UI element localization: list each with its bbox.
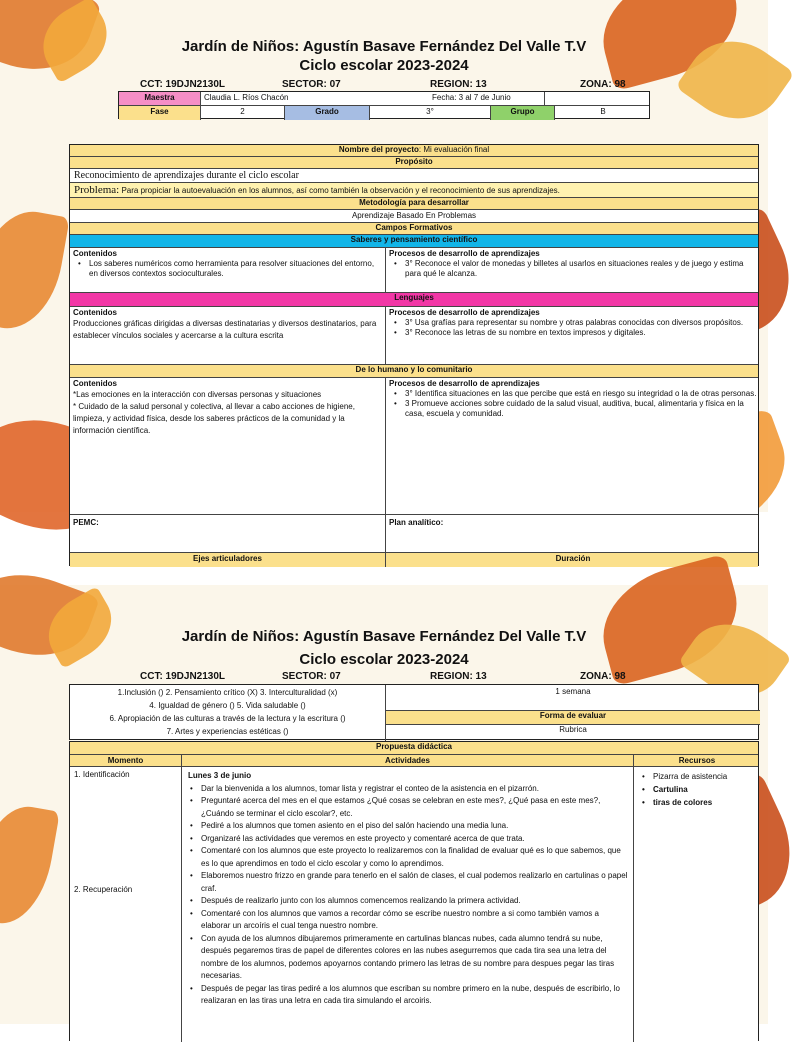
sector-label: SECTOR: 07 [282, 79, 341, 90]
actividad-item: • Organizaré las actividades que veremos en este proyecto y comentaré acerca de que trata. [185, 833, 630, 846]
actividades-cell [182, 767, 634, 1042]
plan-label: Plan analítico: [389, 518, 444, 527]
contenidos-cell [70, 378, 386, 514]
zona-label: ZONA: 98 [580, 79, 626, 90]
actividad-item: • Pediré a los alumnos que tomen asiento en el piso del salón haciendo una media luna. [185, 820, 630, 833]
duracion-cell [386, 685, 760, 741]
fase-value: 2 [201, 106, 285, 120]
recurso-item: • Pizarra de asistencia [637, 770, 757, 783]
contenido-item: • Los saberes numéricos como herramienta para resolver situaciones del entorno, en diversos contextos socioculturales. [73, 259, 382, 279]
procesos-label: Procesos de desarrollo de aprendizajes [389, 249, 540, 258]
proceso-item: • 3 Promueve acciones sobre cuidado de la salud visual, auditiva, bucal, alimentaria y física en la casa, escuela y comunidad. [389, 399, 757, 419]
info-table [118, 91, 650, 119]
procesos-label: Procesos de desarrollo de aprendizajes [389, 308, 540, 317]
contenidos-label: Contenidos [73, 308, 117, 317]
campo-humano-row [70, 378, 758, 515]
ejes-duracion-row [70, 553, 758, 567]
actividad-item: • Después de pegar las tiras pediré a los alumnos que escriban su nombre primero en la nube, después de escribirlo, lo realizaran en las tiras una letra en cada tira simulando el arcoiris. [185, 983, 630, 1008]
maestra-value: Claudia L. Ríos Chacón [201, 92, 545, 105]
proceso-item: • 3° Reconoce las letras de su nombre en textos impresos y digitales. [389, 328, 757, 338]
recurso-item: • tiras de colores [637, 796, 757, 809]
campo-lenguajes-row [70, 307, 758, 365]
proposito-text: Reconocimiento de aprendizajes durante el ciclo escolar [70, 169, 758, 183]
proceso-item: • 3° Usa grafías para representar su nombre y otras palabras conocidas con diversos propósitos. [389, 318, 757, 328]
leaf-decoration [0, 204, 70, 336]
region-label: REGION: 13 [430, 671, 487, 682]
cycle-title: Ciclo escolar 2023-2024 [299, 57, 469, 74]
contenidos-label: Contenidos [73, 249, 117, 258]
recursos-cell [634, 767, 760, 1042]
ejes-label: Ejes articuladores [70, 553, 386, 567]
nombre-row [70, 145, 758, 157]
contenidos-label: Contenidos [73, 379, 117, 388]
zona-label: ZONA: 98 [580, 671, 626, 682]
problema-label: Problema: [74, 184, 120, 196]
actividad-item: • Comentaré con los alumnos que vamos a recordar cómo se escribe nuestro nombre a si como también vamos a elaborar un arcoíris el cual tenga nuestro nombre. [185, 908, 630, 933]
forma-value: Rubrica [559, 725, 587, 734]
problema-row [70, 183, 758, 198]
page-2 [0, 585, 768, 1024]
eje-line: 4. Igualdad de género () 5. Vida saludable () [149, 701, 306, 710]
cct-label: CCT: 19DJN2130L [140, 671, 226, 682]
eje-line: 7. Artes y experiencias estéticas () [166, 727, 289, 736]
recurso-item: • Cartulina [637, 783, 757, 796]
project-table [69, 144, 759, 566]
actividad-item: • Después de realizarlo junto con los alumnos comencemos realizando la primera actividad. [185, 895, 630, 908]
proceso-item: • 3° Reconoce el valor de monedas y billetes al usarlos en situaciones reales y de juego y estima para qué le alcanza. [389, 259, 757, 279]
grupo-label: Grupo [491, 106, 555, 120]
school-title: Jardín de Niños: Agustín Basave Fernández Del Valle T.V [181, 628, 587, 645]
eje-line: 1.Inclusión () 2. Pensamiento crítico (X) 3. Interculturalidad (x) [117, 688, 338, 697]
grado-value: 3° [370, 106, 491, 120]
forma-label: Forma de evaluar [386, 711, 760, 725]
contenido-text: *Las emociones en la interacción con diversas personas y situaciones [73, 390, 322, 399]
momento-cell [70, 767, 182, 1042]
sector-label: SECTOR: 07 [282, 671, 341, 682]
nombre-value: : Mi evaluación final [418, 145, 490, 154]
ejes-cell [70, 685, 386, 741]
campo-humano-title: De lo humano y lo comunitario [70, 365, 758, 378]
pemc-label: PEMC: [70, 515, 386, 552]
metodologia-label: Metodología para desarrollar [70, 198, 758, 210]
propuesta-body-row [70, 767, 758, 1042]
actividad-item: • Dar la bienvenida a los alumnos, tomar lista y registrar el conteo de la asistencia en el pizarrón. [185, 783, 630, 796]
region-label: REGION: 13 [430, 79, 487, 90]
fase-label: Fase [119, 106, 201, 120]
cycle-title: Ciclo escolar 2023-2024 [299, 651, 469, 668]
maestra-label: Maestra [119, 92, 201, 105]
dia-label: Lunes 3 de junio [188, 771, 252, 780]
procesos-cell [386, 378, 760, 514]
campo-saberes-row [70, 248, 758, 293]
propuesta-header-row [70, 755, 758, 767]
duracion-label: Duración [555, 554, 591, 563]
actividad-item: • Elaboremos nuestro frizzo en grande para tenerlo en el salón de clases, el cual podemos realizarlo en cartulinas o papel craf. [185, 870, 630, 895]
duracion-value: 1 semana [386, 685, 760, 711]
procesos-cell [386, 307, 760, 364]
school-title: Jardín de Niños: Agustín Basave Fernández Del Valle T.V [181, 38, 587, 55]
proceso-item: • 3° Identifica situaciones en las que percibe que está en riesgo su integridad o la de otras personas. [389, 389, 757, 399]
momento-identificacion: 1. Identificación [74, 770, 130, 779]
campo-lenguajes-title: Lenguajes [70, 293, 758, 307]
eje-line: 6. Apropiación de las culturas a través de la lectura y la escritura () [109, 714, 346, 723]
grupo-value: B [600, 107, 606, 116]
leaf-decoration [0, 800, 60, 930]
nombre-label: Nombre del proyecto [338, 145, 419, 154]
procesos-cell [386, 248, 760, 292]
actividad-item: • Con ayuda de los alumnos dibujaremos primeramente en cartulinas blancas nubes, cada alumno tendrá su nube, después pegaremos tiras de papel de diferentes colores en las nubes asegurremos que cada tira sea una letra del nombre de los alumnos, podemos apoyarnos contando primero las letras de su nombre para despues pegar las tiras necesarias. [185, 933, 630, 983]
propuesta-table [69, 741, 759, 1041]
campo-saberes-title: Saberes y pensamiento científico [70, 235, 758, 248]
grado-label: Grado [285, 106, 370, 120]
problema-text: Para propiciar la autoevaluación en los alumnos, así como también la observación y el reconocimiento de sus aprendizajes. [119, 186, 560, 195]
actividad-item: • Comentaré con los alumnos que este proyecto lo realizaremos con la finalidad de evaluar qué es lo que sabemos, que es lo que aprendimos en todo el ciclo escolar y como lo aprendimos. [185, 845, 630, 870]
momento-recuperacion: 2. Recuperación [74, 885, 133, 894]
metodologia-value: Aprendizaje Basado En Problemas [70, 210, 758, 223]
cct-label: CCT: 19DJN2130L [140, 79, 226, 90]
propuesta-label: Propuesta didáctica [70, 742, 758, 755]
actividades-header: Actividades [182, 755, 634, 766]
proposito-label: Propósito [70, 157, 758, 169]
fecha-text: Fecha: 3 al 7 de Junio [432, 93, 511, 102]
recursos-header: Recursos [678, 756, 716, 765]
pemc-row [70, 515, 758, 553]
campos-label: Campos Formativos [70, 223, 758, 235]
contenido-text: * Cuidado de la salud personal y colectiva, al llevar a cabo acciones de higiene, limpieza, y actividad física, desde los saberes prácticos de la comunidad y la información científica. [73, 402, 355, 435]
contenido-text: Producciones gráficas dirigidas a diversas destinatarias y diversos destinatarios, para establecer vínculos sociales y acercarse a la cultura escrita [73, 319, 377, 340]
actividad-item: • Preguntaré acerca del mes en el que estamos ¿Qué cosas se celebran en este mes?, ¿Qué pasa en este mes?, ¿Cuándo se terminar el ciclo escolar?, etc. [185, 795, 630, 820]
contenidos-cell [70, 248, 386, 292]
momento-header: Momento [70, 755, 182, 766]
procesos-label: Procesos de desarrollo de aprendizajes [389, 379, 540, 388]
ejes-table [69, 684, 759, 740]
contenidos-cell [70, 307, 386, 364]
